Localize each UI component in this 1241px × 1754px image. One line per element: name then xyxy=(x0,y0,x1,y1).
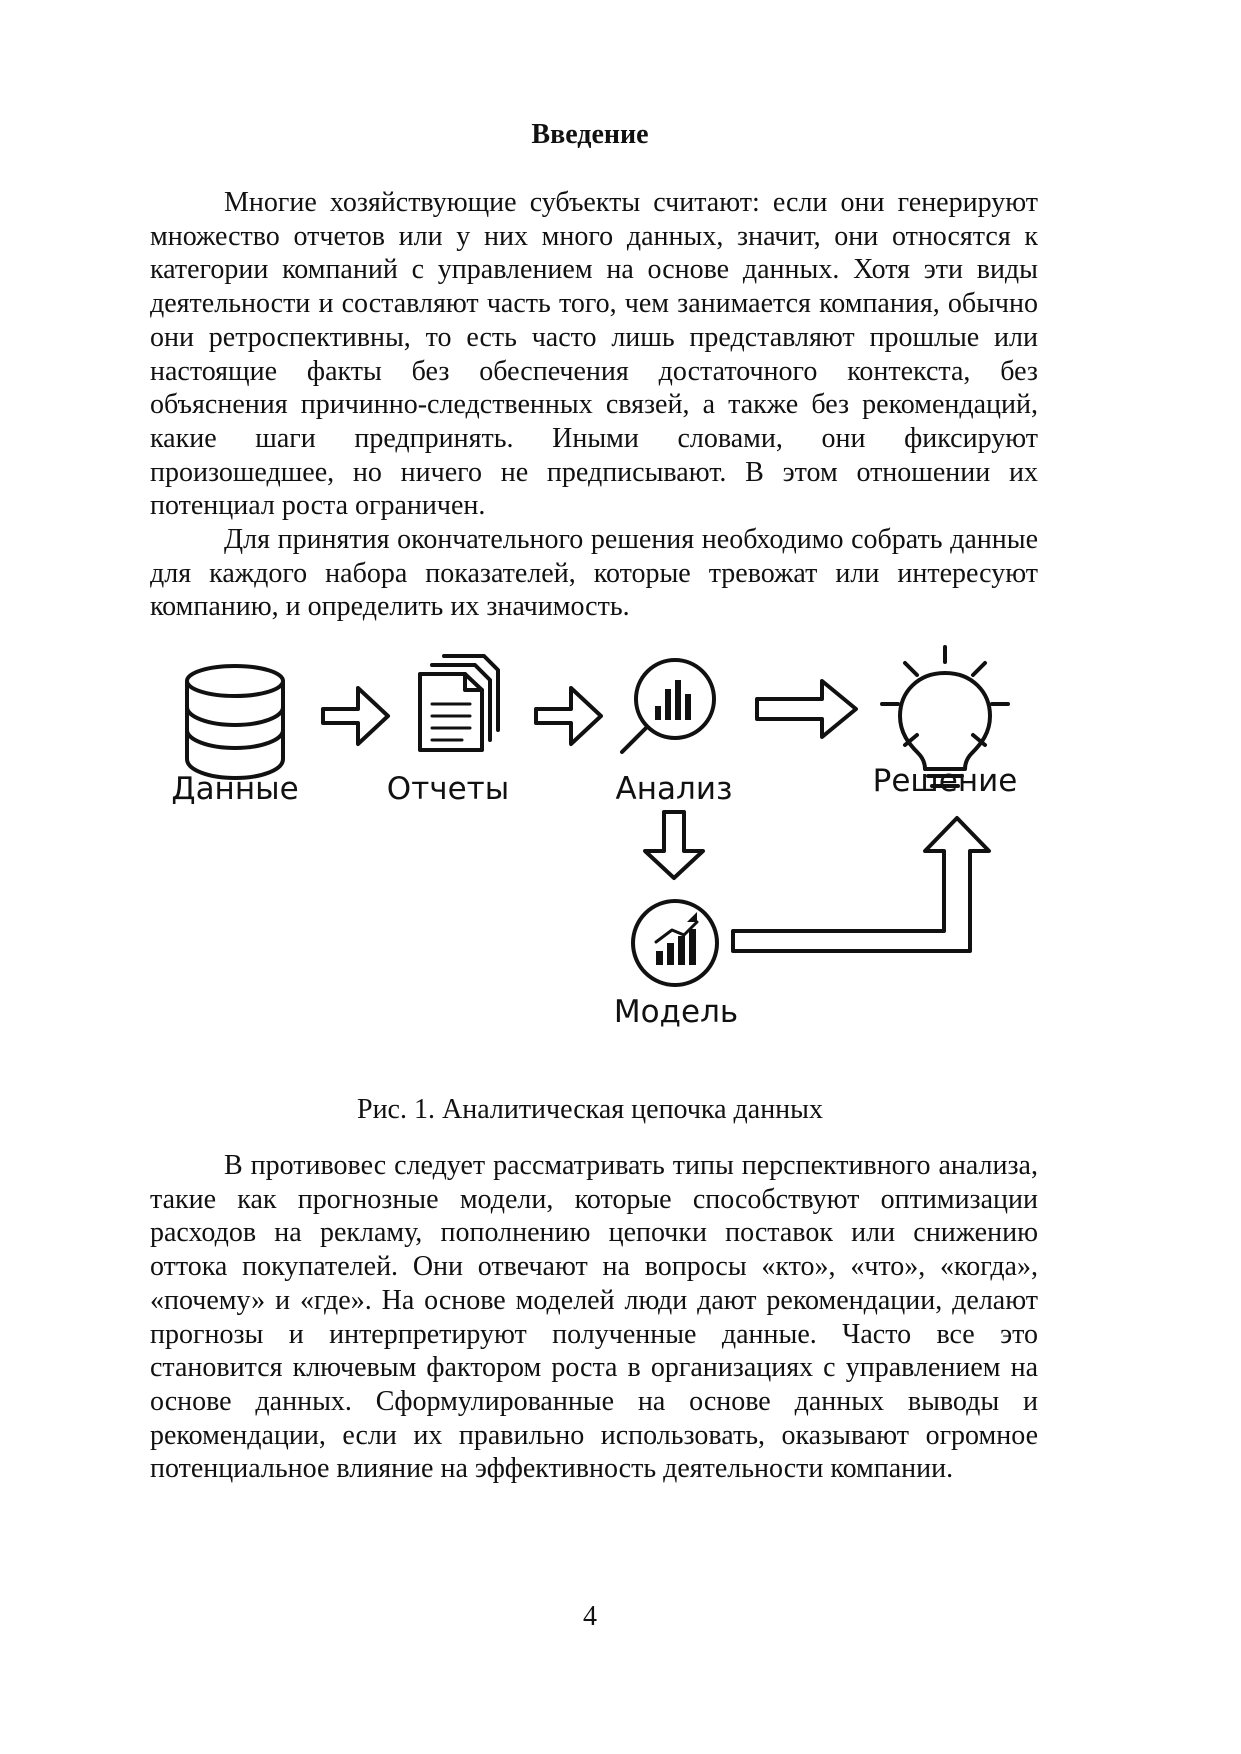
reports-label: Отчеты xyxy=(386,771,510,807)
page-number: 4 xyxy=(583,1601,597,1632)
magnifier-chart-icon xyxy=(622,660,714,752)
figure-caption: Рис. 1. Аналитическая цепочка данных xyxy=(357,1094,823,1125)
main-text xyxy=(150,1149,1038,1486)
arrow-elbow-up-icon xyxy=(733,818,989,951)
arrow-right-icon xyxy=(536,688,601,744)
growth-chart-icon xyxy=(633,901,717,985)
decision-label: Решение xyxy=(872,763,1018,799)
arrow-down-icon xyxy=(645,812,703,878)
lightbulb-icon xyxy=(882,647,1008,786)
paragraph-2: Для принятия окончательного решения необходимо собрать данные для каждого набора показателей, которые тревожат или интересуют компанию, и определить их значимость. xyxy=(150,524,1038,623)
data-label: Данные xyxy=(171,771,299,807)
paragraph-3: В противовес следует рассматривать типы перспективного анализа, такие как прогнозные модели, которые способствуют оптимизации расходов на рекламу, пополнению цепочки поставок или снижению оттока покупателей. Они отвечают на вопросы «кто», «что», «когда», «почему» и «где». На основе моделей люди дают рекомендации, делают прогнозы и интерпретируют полученные данные. Часто все это становится ключевым фактором роста в организациях с управлением на основе данных. Сформулированные на основе данных выводы и рекомендации, если их правильно использовать, оказывают огромное потенциальное влияние на эффективность деятельности компании. xyxy=(150,1150,1038,1485)
documents-icon xyxy=(420,656,498,750)
model-label: Модель xyxy=(613,994,739,1030)
intro-text xyxy=(150,186,1038,624)
arrow-right-icon xyxy=(323,688,388,744)
database-icon xyxy=(187,666,283,778)
arrow-right-icon xyxy=(757,681,856,737)
section-title: Введение xyxy=(531,119,649,150)
analysis-label: Анализ xyxy=(615,771,733,807)
paragraph-1: Многие хозяйствующие субъекты считают: если они генерируют множество отчетов или у них много данных, значит, они относятся к категории компаний с управлением на основе данных. Хотя эти виды деятельности и составляют часть того, чем занимается компания, обычно они ретроспективны, то есть часто лишь представляют прошлые или настоящие факты без обеспечения достаточного контекста, без объяснения причинно-следственных связей, а также без рекомендаций, какие шаги предпринять. Иными словами, они фиксируют произошедшее, но ничего не предписывают. В этом отношении их потенциал роста ограничен. xyxy=(150,187,1038,522)
